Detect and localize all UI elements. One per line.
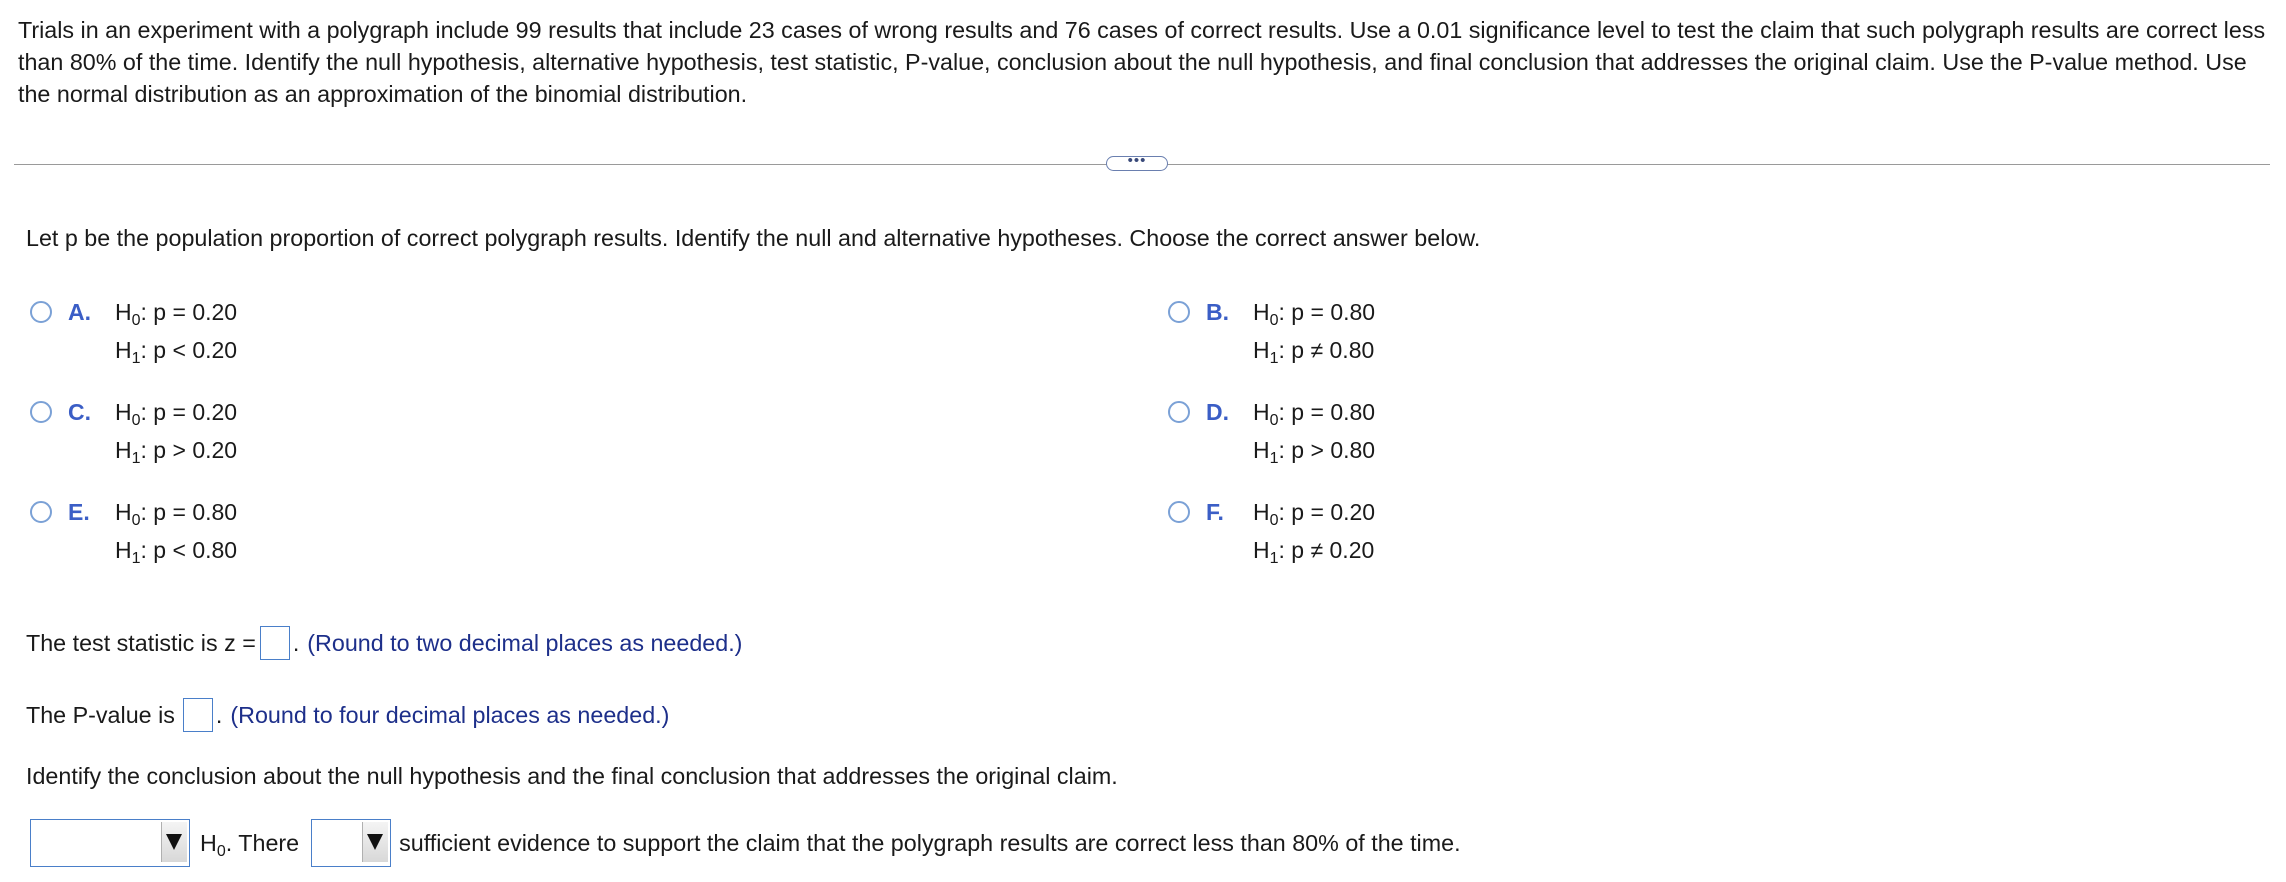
option-e[interactable] (30, 498, 830, 570)
option-d[interactable] (1168, 398, 1968, 470)
conclusion-row (30, 819, 1461, 867)
evidence-dropdown-arrow-icon[interactable] (362, 822, 388, 862)
evidence-dropdown[interactable] (311, 819, 391, 867)
option-c-alt-hypothesis: $H_1$: p > 0.20 (115, 437, 238, 467)
null-decision-dropdown[interactable] (30, 819, 190, 867)
option-b[interactable] (1168, 298, 1968, 370)
option-c-letter: C. (68, 399, 91, 425)
there-label: . There (225, 830, 300, 856)
option-d-radio[interactable] (1168, 401, 1190, 423)
option-c-null-hypothesis: $H_0$: p = 0.20 (115, 399, 238, 429)
problem-statement: Trials in an experiment with a polygraph include 99 results that include 23 cases of wrong results and 76 cases of correct results. Use a 0.01 significance level to test the claim that such polygraph results are correct less than 80% of the time. Identify the null hypothesis, alternative hypothesis, test statistic, P-value, conclusion about the null hypothesis, and final conclusion that addresses the original claim. Use the P-value method. Use the normal distribution as an approximation of the binomial distribution. (18, 17, 2266, 107)
option-f-alt-hypothesis: $H_1$: p ≠ 0.20 (1253, 537, 1375, 567)
option-b-null-hypothesis: $H_0$: p = 0.80 (1253, 299, 1376, 329)
p-value-period: . (215, 702, 223, 728)
option-d-null-hypothesis: $H_0$: p = 0.80 (1253, 399, 1376, 429)
option-e-letter: E. (68, 499, 90, 525)
option-a-null-hypothesis: $H_0$: p = 0.20 (115, 299, 238, 329)
test-statistic-row (26, 626, 742, 660)
h0-label: $H_0$ (200, 830, 226, 860)
test-statistic-input[interactable] (260, 626, 290, 660)
conclusion-instruction: Identify the conclusion about the null hypothesis and the final conclusion that addresses the original claim. (26, 763, 1118, 789)
option-e-null-hypothesis: $H_0$: p = 0.80 (115, 499, 238, 529)
show-more-button[interactable]: ••• (1106, 156, 1168, 171)
option-f-radio[interactable] (1168, 501, 1190, 523)
option-e-radio[interactable] (30, 501, 52, 523)
test-statistic-label: The test statistic is z = (26, 630, 256, 656)
option-b-radio[interactable] (1168, 301, 1190, 323)
question-prompt: Let p be the population proportion of correct polygraph results. Identify the null and alternative hypotheses. Choose the correct answer below. (26, 225, 1481, 251)
option-b-alt-hypothesis: $H_1$: p ≠ 0.80 (1253, 337, 1375, 367)
option-f-null-hypothesis: $H_0$: p = 0.20 (1253, 499, 1376, 529)
p-value-input[interactable] (183, 698, 213, 732)
null-decision-dropdown-arrow-icon[interactable] (161, 822, 187, 862)
option-f-letter: F. (1206, 499, 1224, 525)
option-d-letter: D. (1206, 399, 1229, 425)
option-a-alt-hypothesis: $H_1$: p < 0.20 (115, 337, 238, 367)
option-a-radio[interactable] (30, 301, 52, 323)
option-d-alt-hypothesis: $H_1$: p > 0.80 (1253, 437, 1376, 467)
option-a-letter: A. (68, 299, 91, 325)
option-e-alt-hypothesis: $H_1$: p < 0.80 (115, 537, 238, 567)
option-c-radio[interactable] (30, 401, 52, 423)
option-a[interactable] (30, 298, 830, 370)
p-value-row (26, 698, 669, 732)
option-b-letter: B. (1206, 299, 1229, 325)
test-statistic-period: . (292, 630, 300, 656)
test-statistic-hint: (Round to two decimal places as needed.) (307, 630, 743, 656)
option-c[interactable] (30, 398, 830, 470)
p-value-label: The P-value is (26, 702, 175, 728)
p-value-hint: (Round to four decimal places as needed.) (230, 702, 670, 728)
option-f[interactable] (1168, 498, 1968, 570)
conclusion-tail-text: sufficient evidence to support the claim that the polygraph results are correct less than 80% of the time. (399, 830, 1461, 856)
